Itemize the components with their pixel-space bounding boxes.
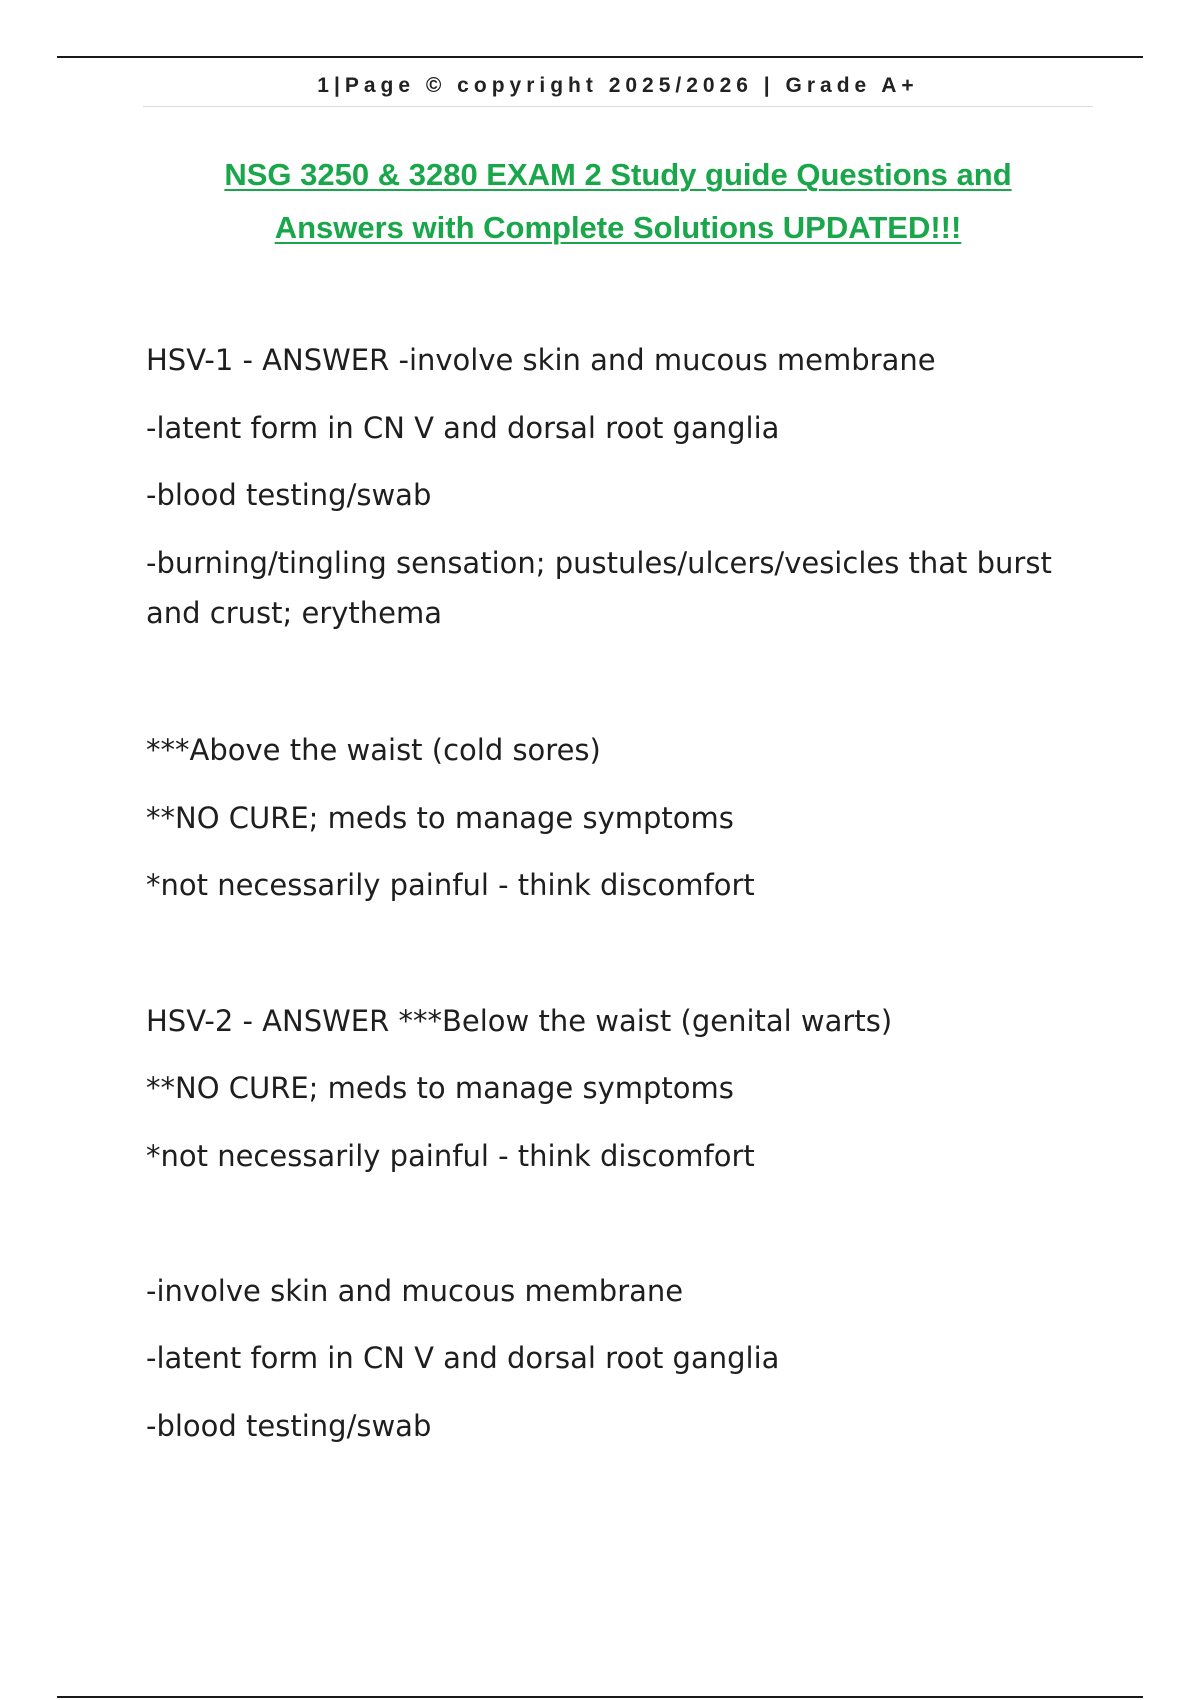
top-rule: [57, 56, 1143, 58]
body-line: **NO CURE; meds to manage symptoms: [146, 1071, 734, 1105]
body-line: -burning/tingling sensation; pustules/ulcers/vesicles that burst and crust; erythema: [146, 546, 1052, 630]
body-line: -latent form in CN V and dorsal root ganglia: [146, 1341, 780, 1375]
body-line: -blood testing/swab: [146, 1409, 432, 1443]
body-line: -blood testing/swab: [146, 478, 432, 512]
body-line: *not necessarily painful - think discomfort: [146, 1139, 755, 1173]
body-line: HSV-1 - ANSWER -involve skin and mucous membrane: [146, 343, 936, 377]
header-divider: [143, 106, 1093, 107]
document-title-line-2: Answers with Complete Solutions UPDATED!!!: [274, 210, 962, 245]
page-header: 1|Page © copyright 2025/2026 | Grade A+: [317, 74, 919, 97]
body-line: HSV-2 - ANSWER ***Below the waist (genital warts): [146, 1004, 893, 1038]
body-line: ***Above the waist (cold sores): [146, 733, 601, 767]
body-line: -involve skin and mucous membrane: [146, 1274, 684, 1308]
bottom-rule: [57, 1696, 1143, 1698]
body-line: **NO CURE; meds to manage symptoms: [146, 801, 734, 835]
document-title-line-1: NSG 3250 & 3280 EXAM 2 Study guide Questions and: [224, 157, 1012, 192]
body-line: *not necessarily painful - think discomfort: [146, 868, 755, 902]
body-line: -latent form in CN V and dorsal root ganglia: [146, 411, 780, 445]
document-title: [143, 148, 1093, 254]
